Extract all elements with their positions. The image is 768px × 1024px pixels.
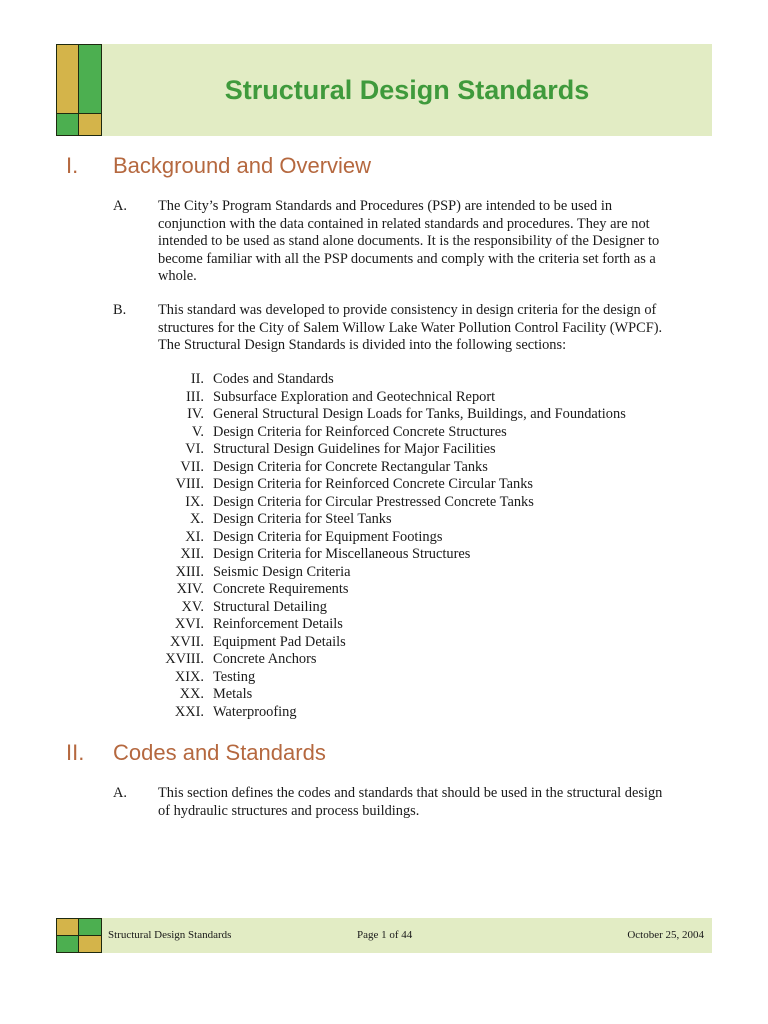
paragraph-letter: A. xyxy=(113,785,127,801)
paragraph-text: This standard was developed to provide consistency in design criteria for the design of structures for the City of Salem Willow Lake Water Pollution Control Facility (WPCF). The Structural Design Standards is divided into the following sections: xyxy=(158,302,663,353)
list-item-label: Structural Design Guidelines for Major Facilities xyxy=(213,441,496,457)
list-item-number: II. xyxy=(190,371,204,387)
list-item-number: XVI. xyxy=(174,616,204,632)
list-item xyxy=(113,581,693,599)
list-item-number: III. xyxy=(186,388,204,405)
paragraph-1a xyxy=(113,198,673,286)
footer-date: October 25, 2004 xyxy=(627,929,704,941)
list-item xyxy=(113,389,693,407)
list-item-number: V. xyxy=(191,423,204,440)
logo-icon xyxy=(56,44,102,136)
list-item-label: Design Criteria for Concrete Rectangular Tanks xyxy=(213,458,488,475)
list-item-label: Design Criteria for Miscellaneous Structures xyxy=(213,546,471,562)
list-item-label: Waterproofing xyxy=(213,703,297,720)
paragraph-text: This section defines the codes and standards that should be used in the structural design of hydraulic structures and process buildings. xyxy=(158,785,663,819)
list-item-label: Design Criteria for Reinforced Concrete Structures xyxy=(213,423,507,440)
list-item-number: XII. xyxy=(180,546,204,562)
list-item-number: XI. xyxy=(185,528,204,545)
list-item-label: Design Criteria for Steel Tanks xyxy=(213,511,392,527)
list-item-number: IV. xyxy=(187,406,204,422)
paragraph-2a xyxy=(113,785,673,820)
list-item xyxy=(113,634,693,652)
list-item xyxy=(113,616,693,634)
list-item-label: Subsurface Exploration and Geotechnical Report xyxy=(213,388,496,405)
list-item-number: XVII. xyxy=(170,633,204,650)
footer-doc-title: Structural Design Standards xyxy=(108,929,232,941)
section-title: Background and Overview xyxy=(113,153,372,178)
section-title: Codes and Standards xyxy=(113,740,326,765)
list-item-label: Design Criteria for Circular Prestressed Concrete Tanks xyxy=(213,493,534,510)
list-item-number: XX. xyxy=(179,686,204,702)
list-item-label: Structural Detailing xyxy=(213,598,327,615)
list-item xyxy=(113,424,693,442)
list-item xyxy=(113,406,693,424)
list-item xyxy=(113,371,693,389)
document-title: Structural Design Standards xyxy=(224,74,590,105)
list-item-number: XXI. xyxy=(174,703,204,720)
list-item-label: Testing xyxy=(213,668,256,685)
list-item xyxy=(113,529,693,547)
list-item xyxy=(113,494,693,512)
list-item-label: Codes and Standards xyxy=(213,371,334,387)
list-item-label: Seismic Design Criteria xyxy=(213,563,351,580)
list-item xyxy=(113,511,693,529)
list-item-number: VI. xyxy=(185,441,204,457)
list-item-label: Metals xyxy=(213,686,253,702)
list-item-number: X. xyxy=(190,511,204,527)
list-item-label: Concrete Requirements xyxy=(213,581,349,597)
list-item-number: XIII. xyxy=(175,563,204,580)
list-item-number: XV. xyxy=(181,598,204,615)
paragraph-letter: B. xyxy=(113,302,127,318)
paragraph-text: The City’s Program Standards and Procedures (PSP) are intended to be used in conjunction with the data contained in related standards and procedures. They are not intended to be used as stand alone documents. It is the responsibility of the Designer to become familiar with all the PSP documents and comply with the criteria set forth as a whole. xyxy=(158,198,660,284)
list-item xyxy=(113,704,693,722)
list-item-label: Design Criteria for Equipment Footings xyxy=(213,528,443,545)
section-list xyxy=(113,371,693,721)
list-item-label: Reinforcement Details xyxy=(213,616,343,632)
section-number: I. xyxy=(66,153,79,178)
list-item-label: Design Criteria for Reinforced Concrete Circular Tanks xyxy=(213,476,534,492)
footer-page-number: Page 1 of 44 xyxy=(357,929,413,941)
list-item xyxy=(113,669,693,687)
list-item xyxy=(113,546,693,564)
list-item xyxy=(113,441,693,459)
list-item-label: Equipment Pad Details xyxy=(213,633,346,650)
list-item-number: IX. xyxy=(185,493,204,510)
list-item xyxy=(113,459,693,477)
list-item xyxy=(113,599,693,617)
section-number: II. xyxy=(66,740,85,765)
list-item-number: XVIII. xyxy=(165,651,204,667)
footer-logo-icon xyxy=(56,918,102,953)
paragraph-letter: A. xyxy=(113,198,127,214)
list-item-number: VII. xyxy=(180,458,204,475)
list-item-label: Concrete Anchors xyxy=(213,651,317,667)
list-item-number: XIX. xyxy=(174,668,204,685)
list-item-label: General Structural Design Loads for Tanks, Buildings, and Foundations xyxy=(213,406,626,422)
list-item xyxy=(113,686,693,704)
list-item xyxy=(113,651,693,669)
list-item-number: XIV. xyxy=(176,581,204,597)
list-item-number: VIII. xyxy=(175,476,204,492)
list-item xyxy=(113,476,693,494)
list-item xyxy=(113,564,693,582)
paragraph-1b xyxy=(113,302,673,355)
